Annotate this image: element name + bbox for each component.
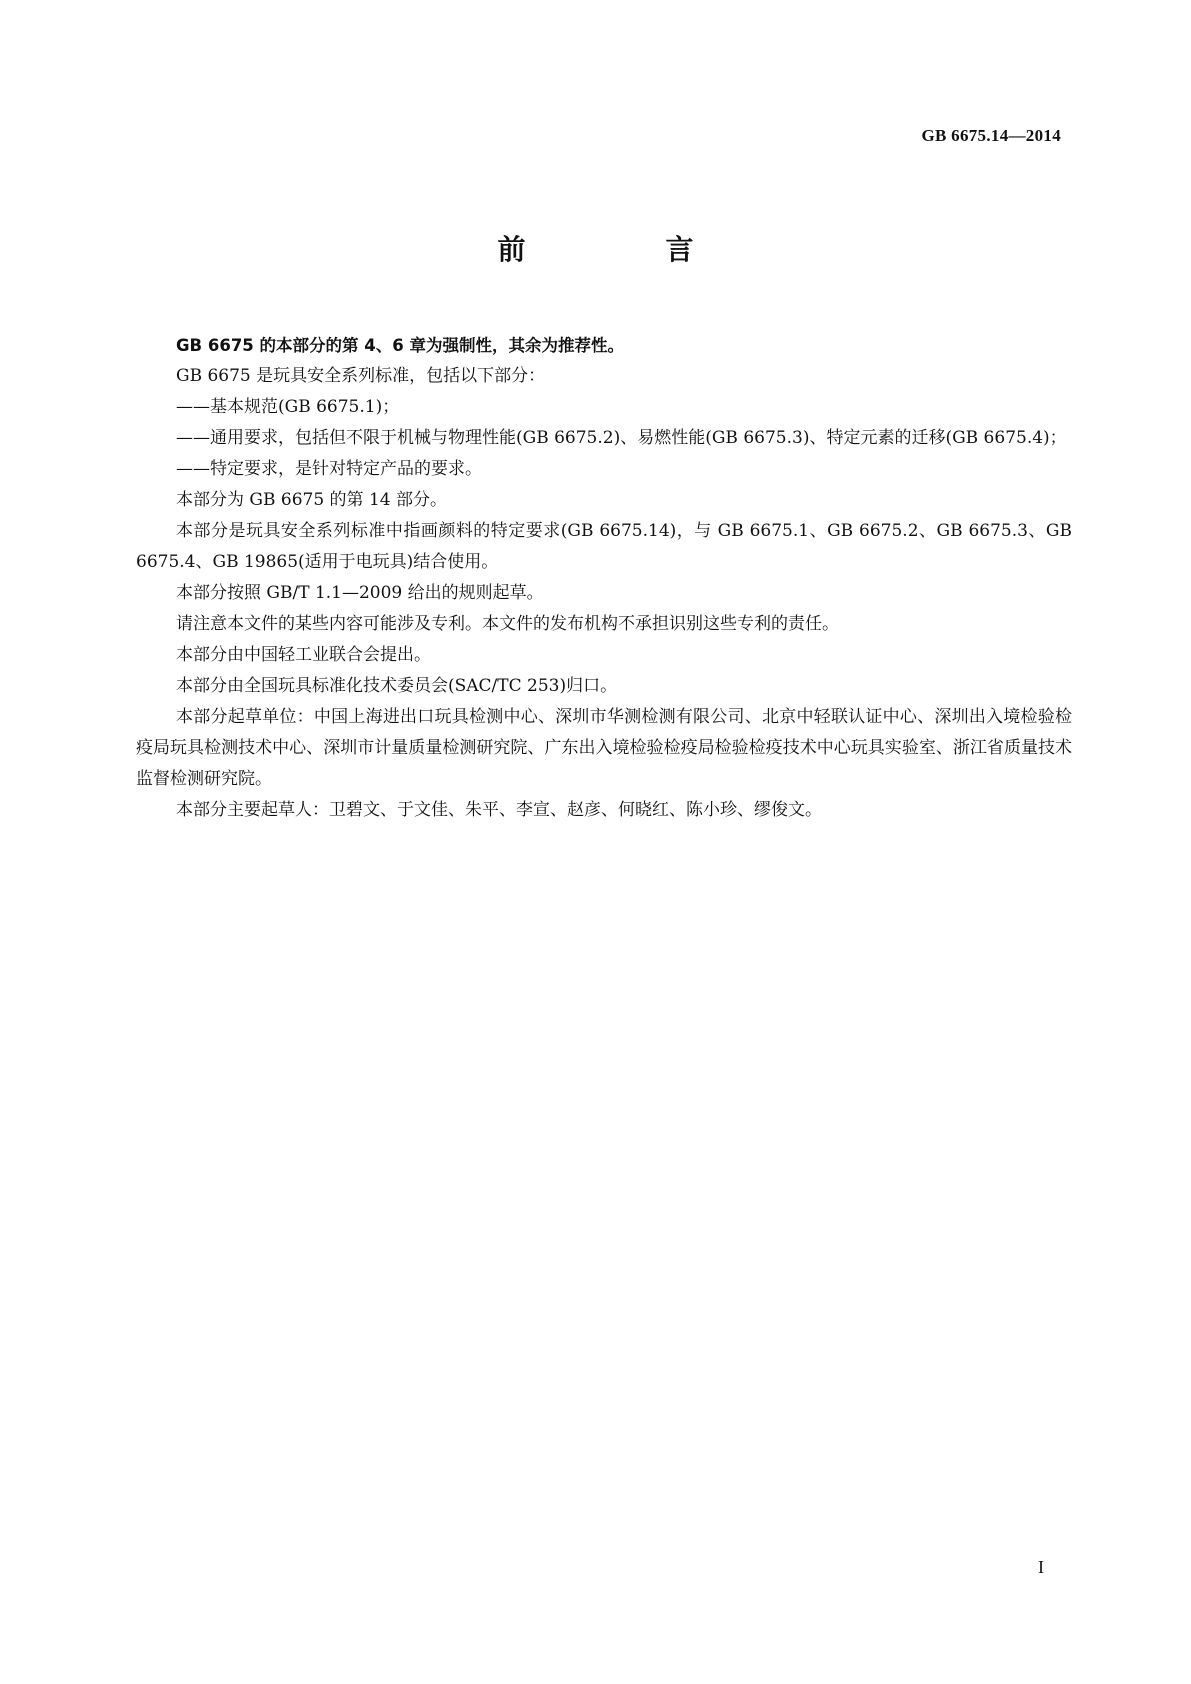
drafting-units-paragraph: 本部分起草单位：中国上海进出口玩具检测中心、深圳市华测检测有限公司、北京中轻联认证中心、深圳出入境检验检疫局玩具检测技术中心、深圳市计量质量检测研究院、广东出入境检验检疫局检验检疫技术中心玩具实验室、浙江省质量技术监督检测研究院。 — [136, 707, 1072, 789]
drafting-rules-paragraph: 本部分按照 GB/T 1.1—2009 给出的规则起草。 — [176, 583, 544, 603]
list-item: ——基本规范(GB 6675.1)； — [176, 397, 400, 417]
proposer-paragraph: 本部分由中国轻工业联合会提出。 — [176, 645, 431, 665]
page-number: I — [1038, 1557, 1044, 1577]
series-intro-paragraph: GB 6675 是玩具安全系列标准，包括以下部分： — [176, 366, 546, 386]
mandatory-clause-statement: GB 6675 的本部分的第 4、6 章为强制性，其余为推荐性。 — [176, 336, 624, 355]
list-item: ——通用要求，包括但不限于机械与物理性能(GB 6675.2)、易燃性能(GB 6675.3)、特定元素的迁移(GB 6675.4)； — [176, 428, 1067, 448]
scope-paragraph: 本部分是玩具安全系列标准中指画颜料的特定要求(GB 6675.14)，与 GB 6675.1、GB 6675.2、GB 6675.3、GB 6675.4、GB 19865(适用于电玩具)结合使用。 — [136, 521, 1072, 572]
foreword-body — [136, 330, 1072, 826]
list-item: ——特定要求，是针对特定产品的要求。 — [176, 459, 482, 479]
patent-notice-paragraph: 请注意本文件的某些内容可能涉及专利。本文件的发布机构不承担识别这些专利的责任。 — [176, 614, 839, 634]
page-title: 前 言 — [497, 233, 750, 266]
part-number-paragraph: 本部分为 GB 6675 的第 14 部分。 — [176, 490, 447, 510]
drafters-paragraph: 本部分主要起草人：卫碧文、于文佳、朱平、李宣、赵彦、何晓红、陈小珍、缪俊文。 — [176, 800, 822, 820]
committee-paragraph: 本部分由全国玩具标准化技术委员会(SAC/TC 253)归口。 — [176, 676, 618, 696]
standard-code-header: GB 6675.14—2014 — [921, 126, 1061, 145]
